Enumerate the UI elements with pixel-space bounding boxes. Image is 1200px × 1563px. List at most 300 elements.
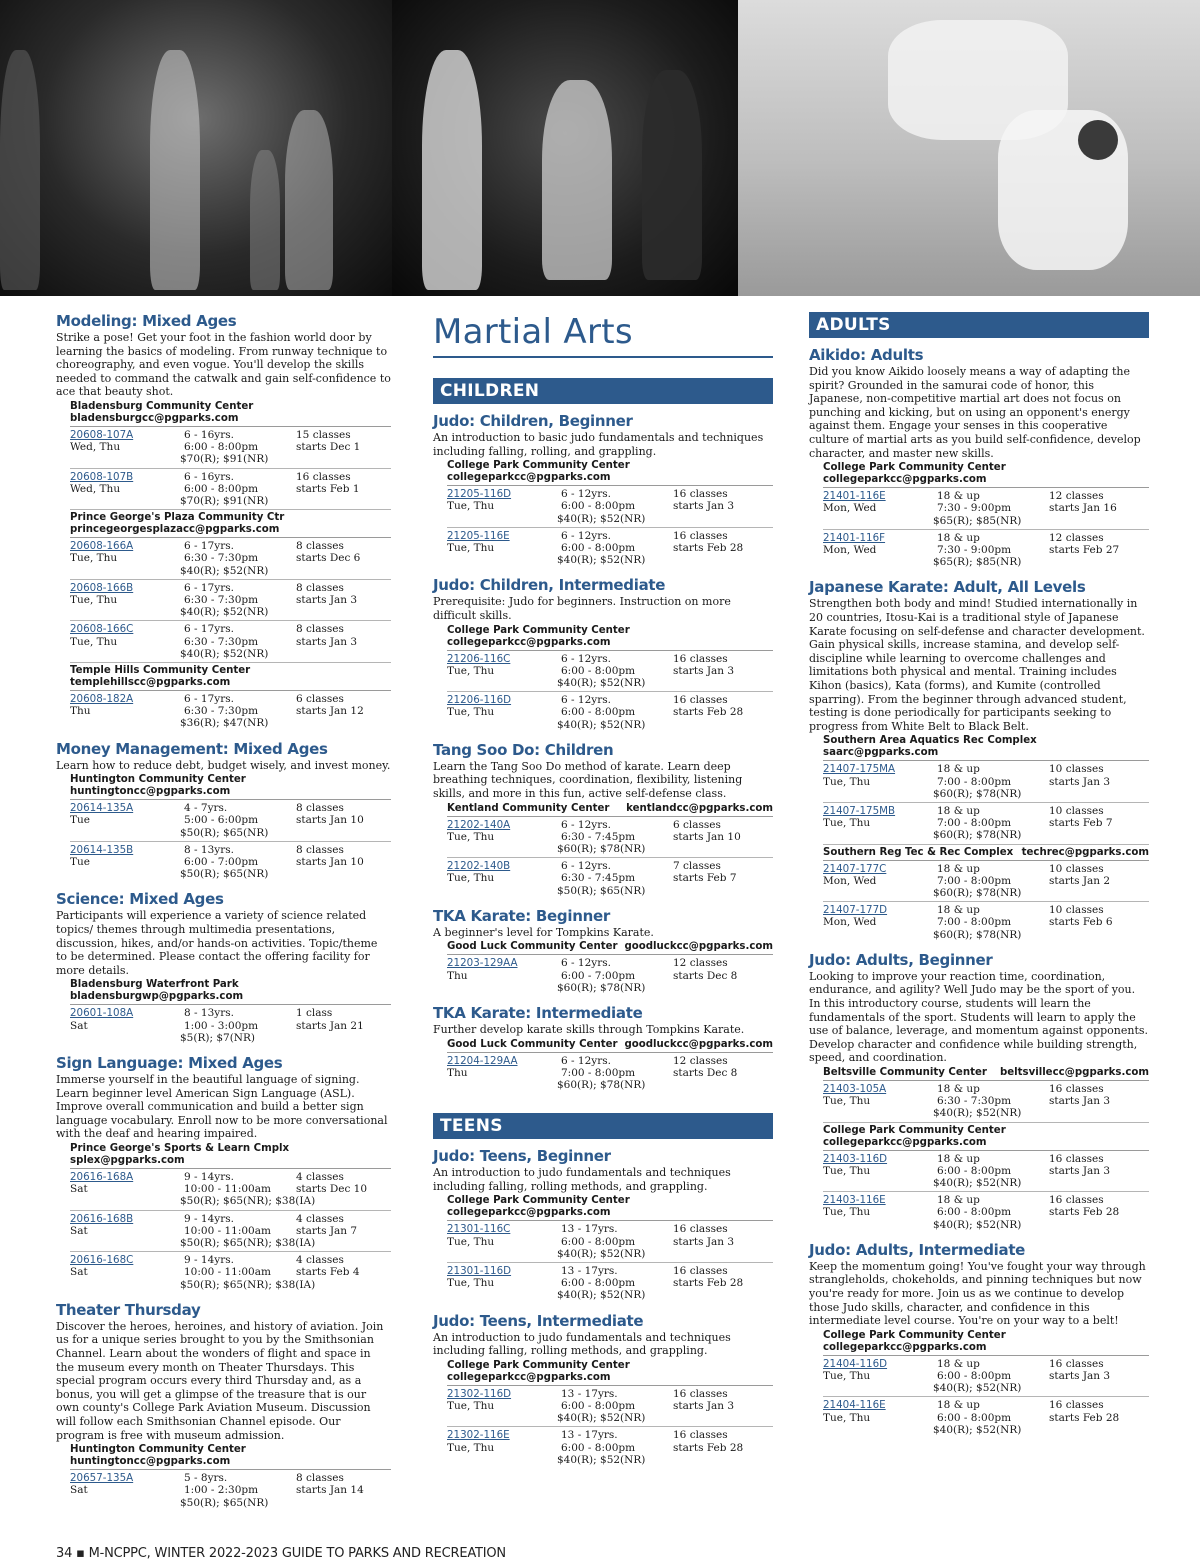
location-header	[823, 462, 1149, 488]
class-time: 10:00 - 11:00am	[184, 1183, 271, 1196]
spacer	[70, 868, 184, 880]
location-header	[823, 1125, 1149, 1151]
class-price: $70(R); $91(NR)	[180, 494, 269, 507]
start-date: starts Jan 21	[296, 1019, 364, 1032]
location-email[interactable]: collegeparkcc@pgparks.com	[823, 1136, 987, 1148]
class-days: Sat	[70, 1183, 88, 1196]
class-row	[447, 817, 773, 859]
section-band: CHILDREN	[433, 378, 773, 404]
location-email[interactable]: beltsvillecc@pgparks.com	[999, 1066, 1149, 1078]
program-section	[433, 741, 773, 899]
age-range: 8 - 13yrs.	[184, 843, 234, 856]
location-header	[823, 735, 1149, 761]
class-time: 6:30 - 7:30pm	[184, 635, 259, 648]
class-price: $60(R); $78(NR)	[933, 886, 1022, 899]
program-title: Theater Thursday	[56, 1300, 201, 1319]
spacer	[447, 513, 561, 525]
spacer	[70, 606, 184, 618]
course-code-link[interactable]: 21407-177D	[823, 904, 888, 917]
location-name: College Park Community Center	[447, 460, 630, 472]
class-days: Mon, Wed	[823, 916, 877, 929]
class-row	[70, 1252, 391, 1293]
spacer	[823, 1424, 937, 1436]
class-price: $40(R); $52(NR)	[180, 606, 269, 619]
program-title: TKA Karate: Beginner	[433, 906, 610, 925]
class-days: Sat	[70, 1484, 88, 1497]
class-row	[447, 1221, 773, 1263]
class-time: 1:00 - 3:00pm	[184, 1019, 259, 1032]
class-price: $50(R); $65(NR)	[180, 1496, 269, 1509]
program-description: Discover the heroes, heroines, and history of aviation. Join us for a unique series brought to you by the Smithsonian Channel. Learn about the wonders of flight and space in the museum every month on Theater Thursdays. This special program occurs every third Thursday and, as a bonus, you will get a glimpse of the treasure that is our own county's College Park Aviation Museum. Discussion will follow each Smithsonian Channel episode. Our program is free with museum admission.	[56, 1319, 384, 1442]
class-count: 16 classes	[673, 1387, 728, 1400]
start-date: starts Jan 14	[296, 1484, 364, 1497]
program-title: Science: Mixed Ages	[56, 890, 224, 909]
class-count: 6 classes	[296, 693, 344, 706]
class-time: 1:00 - 2:30pm	[184, 1484, 259, 1497]
class-days: Mon, Wed	[823, 502, 877, 515]
class-days: Tue, Thu	[70, 552, 118, 565]
spacer	[823, 1177, 937, 1189]
age-range: 18 & up	[937, 1152, 980, 1165]
class-days: Tue, Thu	[823, 1206, 871, 1219]
location-email[interactable]: huntingtoncc@pgparks.com	[70, 1456, 231, 1468]
location-email[interactable]: collegeparkcc@pgparks.com	[447, 472, 611, 484]
age-range: 5 - 8yrs.	[184, 1472, 228, 1485]
age-range: 8 - 13yrs.	[184, 1007, 234, 1020]
course-code-link[interactable]: 20608-166A	[70, 540, 134, 553]
age-range: 18 & up	[937, 1082, 980, 1095]
class-price: $65(R); $85(NR)	[933, 556, 1022, 569]
program-title: Modeling: Mixed Ages	[56, 312, 237, 330]
program-title: Aikido: Adults	[809, 346, 924, 364]
course-code-link[interactable]: 21206-116D	[447, 694, 512, 707]
spacer	[70, 495, 184, 507]
age-range: 6 - 12yrs.	[561, 860, 611, 873]
course-code-link[interactable]: 20614-135A	[70, 802, 134, 815]
class-price: $36(R); $47(NR)	[180, 717, 269, 730]
location-email[interactable]: huntingtoncc@pgparks.com	[70, 786, 231, 798]
course-code-link[interactable]: 21202-140A	[447, 818, 511, 831]
location-name: Prince George's Sports & Learn Cmplx	[70, 1142, 290, 1154]
start-date: starts Feb 28	[673, 542, 744, 554]
age-range: 9 - 14yrs.	[184, 1170, 234, 1183]
class-time: 6:00 - 8:00pm	[561, 500, 636, 513]
location-email[interactable]: princegeorgesplazacc@pgparks.com	[70, 524, 280, 536]
class-count: 8 classes	[296, 802, 344, 815]
location-header	[447, 941, 773, 955]
class-row	[447, 528, 773, 569]
class-time: 7:00 - 8:00pm	[937, 817, 1012, 830]
class-days: Tue, Thu	[823, 1164, 871, 1177]
course-code-link[interactable]: 21401-116F	[823, 531, 886, 544]
class-time: 6:00 - 8:00pm	[184, 482, 259, 495]
class-price: $60(R); $78(NR)	[557, 981, 646, 994]
class-days: Wed, Thu	[70, 482, 121, 495]
location-header	[70, 1444, 391, 1470]
course-code-link[interactable]: 21206-116C	[447, 652, 511, 665]
class-count: 8 classes	[296, 623, 344, 636]
start-date: starts Feb 28	[673, 1277, 744, 1290]
course-code-link[interactable]: 21407-177C	[823, 862, 887, 875]
age-range: 18 & up	[937, 904, 980, 917]
theater-performers-photo	[0, 0, 392, 296]
location-name: College Park Community Center	[447, 1359, 630, 1371]
class-time: 6:00 - 8:00pm	[561, 706, 636, 719]
start-date: starts Dec 1	[296, 441, 361, 454]
spacer	[447, 1248, 561, 1260]
course-code-link[interactable]: 21203-129AA	[447, 957, 518, 970]
location-email[interactable]: bladensburgcc@pgparks.com	[70, 412, 239, 424]
spacer	[70, 1279, 184, 1291]
class-time: 7:30 - 9:00pm	[937, 543, 1012, 556]
class-count: 10 classes	[1049, 862, 1104, 875]
start-date: starts Jan 7	[296, 1224, 358, 1237]
age-range: 6 - 12yrs.	[561, 488, 611, 501]
class-price: $40(R); $52(NR)	[557, 554, 646, 567]
class-days: Tue, Thu	[447, 1400, 495, 1413]
class-days: Thu	[447, 969, 468, 982]
program-title: Money Management: Mixed Ages	[56, 739, 328, 758]
course-code-link[interactable]: 21302-116E	[447, 1429, 510, 1442]
class-time: 7:00 - 8:00pm	[561, 1066, 636, 1079]
location-name: College Park Community Center	[447, 624, 630, 636]
location-email[interactable]: bladensburgwp@pgparks.com	[70, 991, 244, 1003]
location-email[interactable]: collegeparkcc@pgparks.com	[447, 636, 611, 648]
location-email[interactable]: collegeparkcc@pgparks.com	[447, 1207, 611, 1219]
start-date: starts Feb 4	[296, 1266, 360, 1279]
class-days: Sat	[70, 1019, 88, 1032]
class-row	[447, 1386, 773, 1428]
program-description: Prerequisite: Judo for beginners. Instruction on more difficult skills.	[433, 595, 731, 622]
spacer	[447, 719, 561, 731]
class-price: $40(R); $52(NR)	[557, 677, 646, 689]
course-code-link[interactable]: 20601-108A	[70, 1007, 134, 1020]
class-count: 4 classes	[296, 1254, 344, 1267]
class-count: 16 classes	[673, 1265, 728, 1278]
age-range: 18 & up	[937, 862, 980, 875]
start-date: starts Feb 6	[1049, 916, 1113, 929]
age-range: 6 - 12yrs.	[561, 694, 611, 707]
class-row	[70, 842, 391, 883]
course-code-link[interactable]: 20657-135A	[70, 1472, 134, 1485]
location-header	[447, 625, 773, 651]
location-email[interactable]: goodluckcc@pgparks.com	[624, 941, 773, 953]
start-date: starts Feb 28	[1049, 1411, 1120, 1424]
course-code-link[interactable]: 20614-135B	[70, 843, 134, 856]
age-range: 6 - 17yrs.	[184, 540, 234, 553]
start-date: starts Jan 2	[1049, 874, 1111, 887]
class-price: $60(R); $78(NR)	[933, 928, 1022, 941]
program-title: Judo: Adults, Intermediate	[809, 1240, 1026, 1259]
location-email[interactable]: templehillscc@pgparks.com	[70, 677, 231, 689]
class-price: $60(R); $78(NR)	[557, 1079, 646, 1092]
course-code-link[interactable]: 21404-116D	[823, 1357, 888, 1370]
location-header	[70, 979, 391, 1005]
program-section	[809, 951, 1149, 1233]
spacer	[70, 827, 184, 839]
class-days: Tue, Thu	[447, 872, 495, 885]
class-price: $70(R); $91(NR)	[180, 453, 269, 466]
class-days: Tue	[70, 814, 90, 827]
class-price: $40(R); $52(NR)	[557, 1289, 646, 1302]
course-code-link[interactable]: 21301-116C	[447, 1223, 511, 1236]
header-photo-strip	[0, 0, 1200, 296]
course-code-link[interactable]: 20616-168C	[70, 1254, 134, 1267]
program-section	[809, 1241, 1149, 1438]
class-time: 6:00 - 8:00pm	[561, 542, 636, 554]
location-name: Good Luck Community Center	[447, 1038, 618, 1050]
program-title: Tang Soo Do: Children	[433, 740, 614, 759]
course-code-link[interactable]: 21403-116D	[823, 1152, 888, 1165]
spacer	[447, 677, 561, 689]
start-date: starts Jan 3	[296, 635, 358, 648]
class-price: $40(R); $52(NR)	[557, 512, 646, 525]
class-time: 5:00 - 6:00pm	[184, 814, 259, 827]
program-title: Judo: Teens, Beginner	[433, 1147, 611, 1166]
start-date: starts Jan 3	[1049, 1369, 1111, 1382]
course-code-link[interactable]: 20616-168B	[70, 1212, 134, 1225]
class-time: 6:00 - 8:00pm	[561, 1235, 636, 1248]
class-price: $40(R); $52(NR)	[557, 1412, 646, 1425]
spacer	[823, 788, 937, 800]
class-time: 7:30 - 9:00pm	[937, 502, 1012, 515]
class-row	[823, 488, 1149, 530]
course-code-link[interactable]: 21204-129AA	[447, 1054, 518, 1067]
age-range: 9 - 14yrs.	[184, 1212, 234, 1225]
class-count: 16 classes	[673, 1429, 728, 1442]
location-name: Temple Hills Community Center	[70, 665, 251, 677]
class-price: $5(R); $7(NR)	[180, 1031, 255, 1044]
class-row	[823, 761, 1149, 803]
class-time: 10:00 - 11:00am	[184, 1224, 271, 1237]
course-code-link[interactable]: 21403-105A	[823, 1082, 887, 1095]
class-row	[823, 902, 1149, 943]
program-description: Strengthen both body and mind! Studied internationally in 20 countries, Itosu-Kai is a traditional style of Japanese Karate focusing on self-defense and character development. Gain physical skills, increase stamina, and develop self-discipline while learning to overcome challenges and limitations both physical and mental. Training includes Kihon (basics), Kata (forms), and Kumite (controlled sparring). From the beginner through advanced student, testing is done periodically for participants seeking to progress from White Belt to Black Belt.	[809, 597, 1145, 733]
location-email[interactable]: splex@pgparks.com	[70, 1154, 185, 1166]
age-range: 18 & up	[937, 1194, 980, 1207]
start-date: starts Jan 3	[296, 594, 358, 606]
class-count: 6 classes	[673, 818, 721, 831]
class-count: 16 classes	[1049, 1082, 1104, 1095]
class-time: 6:00 - 8:00pm	[561, 1277, 636, 1290]
class-count: 8 classes	[296, 540, 344, 553]
class-row	[447, 1427, 773, 1468]
course-code-link[interactable]: 20616-168A	[70, 1170, 134, 1183]
class-time: 6:30 - 7:30pm	[184, 552, 259, 565]
course-code-link[interactable]: 21401-116E	[823, 490, 886, 503]
class-price: $50(R); $65(NR)	[180, 826, 269, 839]
program-section	[433, 1312, 773, 1468]
age-range: 18 & up	[937, 531, 980, 544]
course-code-link[interactable]: 21407-175MA	[823, 763, 896, 776]
location-email[interactable]: goodluckcc@pgparks.com	[624, 1038, 773, 1050]
location-name: College Park Community Center	[823, 462, 1006, 474]
age-range: 13 - 17yrs.	[561, 1223, 618, 1236]
class-count: 1 class	[296, 1007, 333, 1020]
spacer	[823, 556, 937, 568]
class-count: 16 classes	[673, 694, 728, 707]
class-row	[447, 955, 773, 996]
age-range: 6 - 12yrs.	[561, 818, 611, 831]
class-count: 4 classes	[296, 1212, 344, 1225]
class-count: 8 classes	[296, 1472, 344, 1485]
class-time: 7:00 - 8:00pm	[937, 916, 1012, 929]
spacer	[447, 1289, 561, 1301]
start-date: starts Feb 1	[296, 482, 360, 495]
course-code-link[interactable]: 20608-182A	[70, 693, 134, 706]
class-price: $65(R); $85(NR)	[933, 514, 1022, 527]
class-price: $60(R); $78(NR)	[557, 843, 646, 855]
spacer	[447, 982, 561, 994]
location-header	[70, 665, 391, 691]
spacer	[823, 1219, 937, 1231]
location-email[interactable]: collegeparkcc@pgparks.com	[823, 1341, 987, 1353]
children-martial-arts-photo	[392, 0, 738, 296]
class-time: 6:00 - 8:00pm	[937, 1164, 1012, 1177]
course-code-link[interactable]: 21407-175MB	[823, 804, 896, 817]
program-description: Learn the Tang Soo Do method of karate. Learn deep breathing techniques, coordination, flexibility, listening skills, and more in this fun, active self-defense class.	[433, 759, 743, 800]
spacer	[447, 554, 561, 566]
course-code-link[interactable]: 20608-166C	[70, 623, 134, 636]
class-price: $40(R); $52(NR)	[933, 1423, 1022, 1436]
judo-throw-photo	[738, 0, 1200, 296]
location-name: College Park Community Center	[823, 1124, 1006, 1136]
program-title: Judo: Children, Intermediate	[433, 576, 666, 595]
class-price: $40(R); $52(NR)	[557, 1453, 646, 1466]
course-code-link[interactable]: 20608-107B	[70, 470, 134, 483]
class-count: 16 classes	[673, 488, 728, 501]
program-section	[809, 578, 1149, 942]
start-date: starts Jan 12	[296, 705, 364, 718]
program-section	[433, 1004, 773, 1093]
age-range: 6 - 12yrs.	[561, 529, 611, 542]
class-price: $50(R); $65(NR)	[557, 884, 646, 897]
course-code-link[interactable]: 21205-116D	[447, 488, 512, 501]
class-count: 12 classes	[1049, 531, 1104, 544]
start-date: starts Feb 28	[673, 706, 744, 719]
spacer	[70, 565, 184, 577]
class-price: $40(R); $52(NR)	[180, 647, 269, 660]
start-date: starts Jan 3	[673, 500, 735, 513]
class-row	[447, 651, 773, 693]
program-section	[56, 312, 391, 732]
spacer	[70, 1195, 184, 1207]
location-name: Southern Reg Tec & Rec Complex	[823, 846, 1014, 858]
start-date: starts Feb 28	[1049, 1206, 1120, 1219]
class-time: 6:00 - 8:00pm	[937, 1206, 1012, 1219]
start-date: starts Jan 10	[296, 856, 364, 869]
class-row	[823, 1397, 1149, 1438]
class-days: Tue, Thu	[823, 775, 871, 788]
program-description: Did you know Aikido loosely means a way of adapting the spirit? Grounded in the samurai code of honor, this Japanese, non-competitive martial art does not focus on punching and kicking, but on using an opponent's energy against them. Engage your senses in this cooperative culture of martial arts as you build self-confidence, develop character, and master new skills.	[809, 365, 1141, 460]
class-time: 6:00 - 7:00pm	[184, 856, 259, 869]
age-range: 13 - 17yrs.	[561, 1429, 618, 1442]
age-range: 13 - 17yrs.	[561, 1265, 618, 1278]
course-code-link[interactable]: 21301-116D	[447, 1265, 512, 1278]
class-row	[447, 1053, 773, 1094]
location-name: College Park Community Center	[823, 1329, 1006, 1341]
class-count: 8 classes	[296, 581, 344, 594]
location-name: Southern Area Aquatics Rec Complex	[823, 735, 1037, 747]
class-time: 10:00 - 11:00am	[184, 1266, 271, 1279]
class-count: 16 classes	[673, 652, 728, 665]
program-description: A beginner's level for Tompkins Karate.	[433, 925, 654, 939]
class-row	[70, 691, 391, 732]
program-section	[433, 576, 773, 732]
spacer	[447, 1079, 561, 1091]
location-email[interactable]: collegeparkcc@pgparks.com	[823, 474, 987, 486]
class-time: 7:00 - 8:00pm	[937, 775, 1012, 788]
course-code-link[interactable]: 21202-140B	[447, 860, 511, 873]
course-code-link[interactable]: 21205-116E	[447, 529, 510, 542]
class-price: $40(R); $52(NR)	[557, 718, 646, 731]
class-row	[823, 530, 1149, 571]
start-date: starts Jan 3	[1049, 775, 1111, 788]
location-email[interactable]: kentlandcc@pgparks.com	[626, 802, 773, 814]
class-row	[823, 1081, 1149, 1123]
course-code-link[interactable]: 21404-116E	[823, 1399, 886, 1412]
class-days: Tue, Thu	[447, 1277, 495, 1290]
class-time: 6:30 - 7:45pm	[561, 872, 636, 885]
class-count: 10 classes	[1049, 804, 1104, 817]
class-count: 16 classes	[296, 470, 351, 483]
class-row	[70, 469, 391, 511]
location-header	[447, 1195, 773, 1221]
location-email[interactable]: techrec@pgparks.com	[1021, 846, 1149, 858]
class-row	[447, 486, 773, 528]
start-date: starts Jan 10	[296, 814, 364, 827]
location-email[interactable]: saarc@pgparks.com	[823, 747, 939, 759]
section-band: ADULTS	[809, 312, 1149, 338]
start-date: starts Feb 28	[673, 1441, 744, 1454]
program-section	[56, 1054, 391, 1293]
course-code-link[interactable]: 20608-107A	[70, 428, 134, 441]
spacer	[70, 453, 184, 465]
location-name: Bladensburg Waterfront Park	[70, 979, 239, 991]
start-date: starts Dec 6	[296, 552, 361, 565]
program-description: Keep the momentum going! You've fought your way through strangleholds, chokeholds, and pinning techniques but now you're ready for more. Join us as we continue to develop those Judo skills, character, and confidence in this intermediate level course. You're on your way to a belt!	[809, 1259, 1146, 1328]
class-price: $40(R); $52(NR)	[180, 564, 269, 577]
course-code-link[interactable]: 20608-166B	[70, 581, 134, 594]
class-days: Tue, Thu	[823, 817, 871, 830]
age-range: 6 - 12yrs.	[561, 652, 611, 665]
class-row	[447, 1263, 773, 1304]
spacer	[823, 929, 937, 941]
class-count: 4 classes	[296, 1170, 344, 1183]
program-description: An introduction to judo fundamentals and techniques including falling, rolling methods, and grappling.	[433, 1330, 731, 1358]
location-name: Kentland Community Center	[447, 802, 610, 814]
age-range: 6 - 17yrs.	[184, 581, 234, 594]
age-range: 6 - 16yrs.	[184, 428, 234, 441]
class-count: 10 classes	[1049, 763, 1104, 776]
class-price: $50(R); $65(NR); $38(IA)	[180, 1237, 316, 1249]
age-range: 6 - 12yrs.	[561, 1054, 611, 1067]
class-time: 6:00 - 7:00pm	[561, 969, 636, 982]
location-header	[447, 803, 773, 817]
class-days: Thu	[447, 1066, 468, 1079]
location-name: Good Luck Community Center	[447, 941, 618, 953]
class-count: 15 classes	[296, 428, 351, 441]
location-email[interactable]: collegeparkcc@pgparks.com	[447, 1371, 611, 1383]
course-code-link[interactable]: 21302-116D	[447, 1387, 512, 1400]
spacer	[447, 1454, 561, 1466]
class-row	[70, 1211, 391, 1253]
spacer	[70, 1497, 184, 1509]
course-code-link[interactable]: 21403-116E	[823, 1194, 886, 1207]
start-date: starts Jan 3	[673, 664, 735, 677]
program-description: Looking to improve your reaction time, coordination, endurance, and agility? Well Judo may be the sport of you. In this introductory course, students will learn the fundamentals of the sport. Students will learn to apply the use of balance, leverage, and momentum against opponents. Develop character and confidence while building strength, speed, and coordination.	[809, 969, 1149, 1065]
location-header	[447, 460, 773, 486]
